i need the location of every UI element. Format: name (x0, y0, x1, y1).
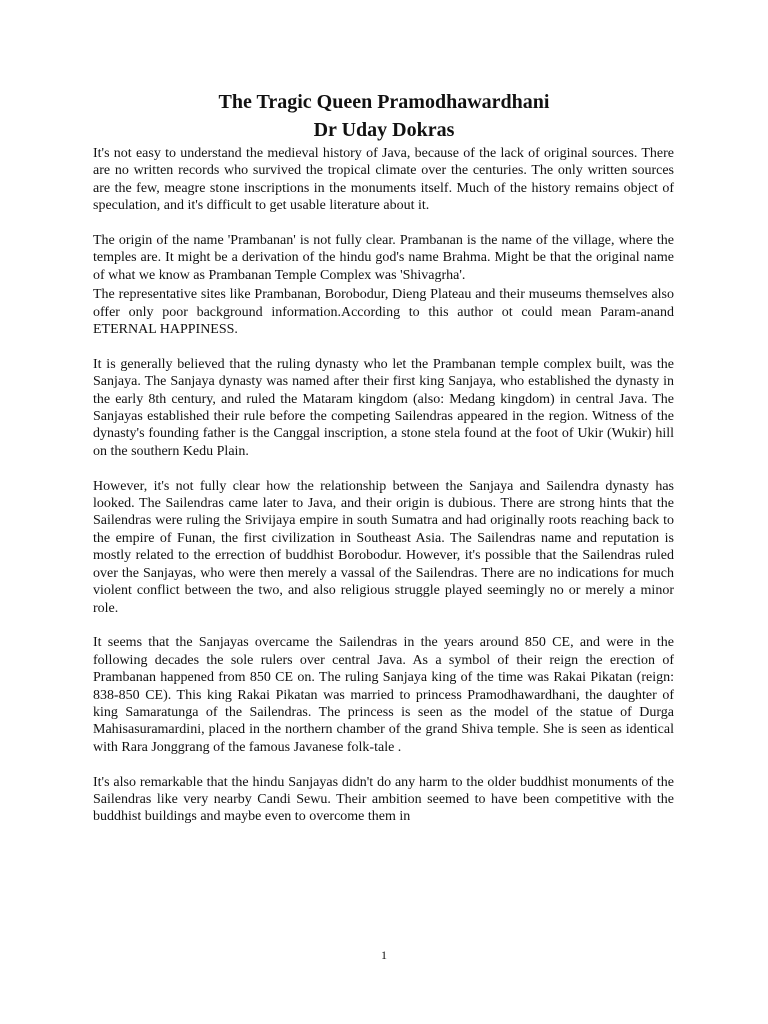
paragraph: However, it's not fully clear how the relationship between the Sanjaya and Sailendra dynasty has looked. The Sailendras came later to Java, and their origin is dubious. There are strong hints that the Sailendras were ruling the Srivijaya empire in south Sumatra and had originally roots reaching back to the empire of Funan, the first civilization in Southeast Asia. The Sailendras name and reputation is mostly related to the errection of buddhist Borobodur. However, it's possible that the Sailendras ruled over the Sanjayas, who were then merely a vassal of the Sailendras. There are no indications for much violent conflict between the two, and also religious struggle played seemingly no or merely a minor role. (93, 478, 674, 616)
page-number: 1 (381, 948, 387, 962)
paragraph: The origin of the name 'Prambanan' is not fully clear. Prambanan is the name of the village, where the temples are. It might be a derivation of the hindu god's name Brahma. Might be that the original name of what we know as Prambanan Temple Complex was 'Shivagrha'. (93, 233, 674, 283)
paragraph: It is generally believed that the ruling dynasty who let the Prambanan temple complex built, was the Sanjaya. The Sanjaya dynasty was named after their first king Sanjaya, who established the dynasty in the early 8th century, and ruled the Mataram kingdom (also: Medang kingdom) in central Java. The Sanjayas established their rule before the competing Sailendras appeared in the region. Witness of the dynasty's founding father is the Canggal inscription, a stone stela found at the foot of Ukir (Wukir) hill on the southern Kedu Plain. (93, 356, 674, 459)
document-author: Dr Uday Dokras (313, 119, 455, 141)
paragraph: It's not easy to understand the medieval history of Java, because of the lack of original sources. There are no written records who survived the tropical climate over the centuries. The only written sources are the few, meagre stone inscriptions in the monuments itself. Much of the history remains object of speculation, and it's difficult to get usable literature about it. (93, 146, 674, 214)
paragraph: It seems that the Sanjayas overcame the Sailendras in the years around 850 CE, and were in the following decades the sole rulers over central Java. As a symbol of their reign the erection of Prambanan happened from 850 CE on. The ruling Sanjaya king of the time was Rakai Pikatan (reign: 838-850 CE). This king Rakai Pikatan was married to princess Pramodhawardhani, the daughter of king Samaratunga of the Sailendras. The princess is seen as the model of the statue of Durga Mahisasuramardini, placed in the northern chamber of the grand Shiva temple. She is seen as identical with Rara Jonggrang of the famous Javanese folk-tale . (93, 635, 674, 755)
paragraph: The representative sites like Prambanan, Borobodur, Dieng Plateau and their museums themselves also offer only poor background information.According to this author ot could mean Param-anand ETERNAL HAPPINESS. (93, 287, 674, 338)
document-title: The Tragic Queen Pramodhawardhani (218, 91, 550, 113)
paragraph: It's also remarkable that the hindu Sanjayas didn't do any harm to the older buddhist monuments of the Sailendras like very nearby Candi Sewu. Their ambition seemed to have been competitive with the buddhist buildings and maybe even to overcome them in (93, 774, 674, 825)
document-body (93, 145, 674, 826)
